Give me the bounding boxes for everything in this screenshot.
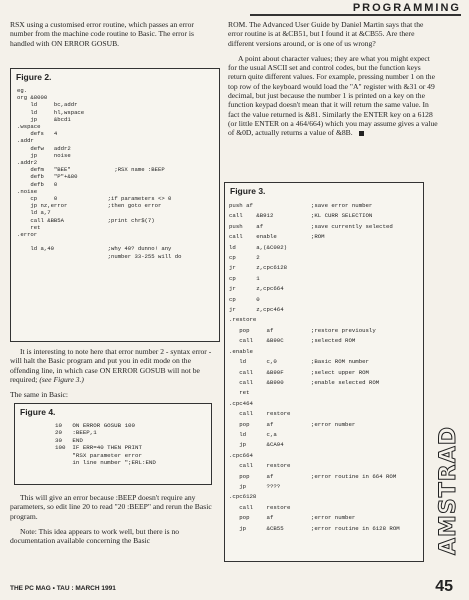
- figure-3-code-line: ld c,0 ;Basic ROM number: [229, 358, 369, 366]
- figure-4-code-line: 20 :BEEP,1: [55, 429, 97, 437]
- figure-3-code-line: .restore: [229, 316, 257, 324]
- amstrad-label: AMSTRAD: [435, 425, 461, 555]
- right-paragraph-1: ROM. The Advanced User Guide by Daniel Martin says that the error routine is at &CB51, but I found it at &CB55. Are there different versions around, or is one of us wrong?: [228, 20, 424, 48]
- figure-3-code-line: push af ;save error number: [229, 202, 373, 209]
- figure-4-code-line: 30 END: [55, 436, 83, 444]
- left-paragraph-2-text: It is interesting to note here that error number 2 - syntax error - will halt the Basic program and put you in edit mode on the offending line, in which case ON ERROR GOSUB will not be required;: [10, 347, 212, 384]
- figure-2-code-line: defb "P"+&80: [17, 173, 78, 181]
- figure-2-code-line: .addr2: [17, 159, 38, 167]
- figure-4-code-line: "RSX parameter error: [55, 451, 142, 459]
- figure-2-code-line: .noise: [17, 187, 38, 195]
- figure-4-code-line: 100 IF ERR=40 THEN PRINT: [55, 444, 142, 452]
- figure-2-code-line: defw addr2: [17, 144, 71, 152]
- figure-4-code-line: 10 ON ERROR GOSUB 100: [55, 422, 136, 429]
- footer-publication: THE PC MAG • TAU : MARCH 1991: [10, 585, 116, 592]
- figure-3-title: Figure 3.: [230, 186, 266, 196]
- left-paragraph-4: Note: This idea appears to work well, but there is no documentation available concerning the Basic: [10, 526, 180, 546]
- figure-2-code-line: jp nz,error ;then goto error: [17, 202, 162, 210]
- figure-3-code-line: .cpc464: [229, 399, 253, 407]
- figure-3-code-line: jr z,cpc464: [229, 306, 284, 314]
- figure-2-title: Figure 2.: [16, 72, 52, 82]
- figure-2-code-line: .error: [17, 231, 38, 239]
- figure-3-code-line: call restore: [229, 462, 291, 470]
- end-mark-icon: [359, 131, 364, 136]
- figure-3-code-line: push af ;save currently selected: [229, 222, 393, 230]
- figure-3-code-line: call &B900 ;enable selected ROM: [229, 378, 380, 386]
- figure-3-code-line: pop af ;restore previously: [229, 326, 376, 334]
- figure-3-code-line: call &B90F ;select upper ROM: [229, 368, 369, 376]
- figure-3-code-line: call &B912 ;KL CURR SELECTION: [229, 212, 373, 220]
- figure-3-reference: (see Figure 3.): [39, 374, 84, 384]
- left-column-bottom: [10, 493, 218, 551]
- figure-2-code-line: .wspace: [17, 123, 41, 131]
- right-paragraph-2: [228, 54, 438, 138]
- figure-2-code-line: ld a,40 ;why 40? dunno! any: [17, 245, 172, 253]
- figure-3-code-line: jp ????: [229, 482, 281, 490]
- figure-3-code-line: pop af ;error routine in 664 ROM: [229, 472, 397, 480]
- figure-4-title: Figure 4.: [20, 407, 56, 417]
- figure-2-code-line: call &BB5A ;print chr$(7): [17, 216, 155, 224]
- page-number: 45: [435, 578, 453, 595]
- figure-2-code-line: org &8000: [17, 94, 48, 102]
- left-column: [10, 20, 218, 54]
- figure-2-code-line: defs 4: [17, 130, 58, 138]
- figure-3-code: [229, 201, 423, 534]
- figure-4-code-line: in line number ";ERL:END: [55, 459, 156, 467]
- figure-2-box: [10, 68, 220, 342]
- figure-3-code-line: jp &CB55 ;error routine in 6128 ROM: [229, 524, 400, 532]
- figure-2-code-line: [17, 238, 219, 245]
- figure-2-code-line: defb 0: [17, 180, 58, 188]
- figure-3-code-line: .cpc6128: [229, 493, 257, 501]
- figure-3-code-line: pop af ;error number: [229, 514, 356, 522]
- left-paragraph-2: [10, 347, 218, 384]
- figure-2-code-line: ;number 33-255 will do: [17, 252, 182, 260]
- figure-3-code-line: cp 0: [229, 295, 260, 303]
- figure-2-code-line: jp noise: [17, 151, 71, 159]
- figure-3-code-line: jp &CA94: [229, 441, 284, 449]
- figure-3-code-line: .enable: [229, 347, 253, 355]
- figure-2-code-line: ld bc,addr: [17, 101, 78, 109]
- left-intro-paragraph: RSX using a customised error routine, which passes an error number from the machine code routine to Basic. The error is handled with ON ERROR GOSUB.: [10, 20, 194, 48]
- figure-2-code-line: ld a,7: [17, 209, 51, 217]
- figure-4-box: [14, 403, 212, 485]
- figure-3-code-line: ld c,a: [229, 430, 277, 438]
- figure-3-code-line: pop af ;error number: [229, 420, 356, 428]
- figure-2-code-line: ld hl,wspace: [17, 108, 85, 116]
- figure-2-code-line: cp 0 ;if parameters <> 0: [17, 195, 172, 203]
- same-in-basic-label: The same in Basic:: [10, 390, 68, 400]
- figure-2-code-line: ret: [17, 223, 41, 231]
- left-paragraph-3: This will give an error because :BEEP doesn't require any parameters, so edit line 20 to read "20 :BEEP" and rerun the Basic program.: [10, 493, 212, 521]
- figure-3-code-line: .cpc664: [229, 451, 253, 459]
- figure-3-code-line: cp 1: [229, 274, 260, 282]
- figure-2-code-line: eg.: [17, 87, 28, 94]
- header-rule: [250, 14, 461, 16]
- right-paragraph-2-text: A point about character values; they are what you might expect for the usual ASCII set and control codes, but the function keys return quite different values. For example, pressing number 1 on the top row of the keyboard would load the "A" register with &31 or 49 decimal, but just because the number 1 is printed on a key on the function keypad doesn't mean that it will return the same value. In fact the value returned is &81. Similarly the ENTER key on a 6128 (or little ENTER on a 464/664) which you may assume gives a value of &0D, actually returns a value of &8B.: [228, 53, 438, 138]
- right-column: [228, 20, 438, 144]
- figure-3-code-line: call restore: [229, 410, 291, 418]
- amstrad-sidebar: [431, 420, 465, 560]
- figure-3-code-line: call &B90C ;selected ROM: [229, 337, 356, 345]
- figure-3-code-line: ret: [229, 389, 250, 397]
- figure-4-code: [55, 422, 211, 466]
- figure-3-box: [224, 182, 424, 562]
- figure-2-code-line: .addr: [17, 137, 34, 145]
- figure-3-code-line: jr z,cpc6128: [229, 264, 288, 272]
- figure-2-code: [17, 87, 219, 260]
- figure-2-code-line: jp &bcd1: [17, 115, 71, 123]
- figure-3-code-line: call enable ;ROM: [229, 233, 325, 241]
- figure-3-code-line: cp 2: [229, 254, 260, 262]
- figure-3-code-line: call restore: [229, 503, 291, 511]
- figure-3-code-line: jr z,cpc664: [229, 285, 284, 293]
- figure-2-code-line: defm "BEE" ;RSX name :BEEP: [17, 166, 165, 174]
- figure-3-code-line: ld a,(&C002): [229, 243, 288, 251]
- section-header: PROGRAMMING: [352, 2, 461, 14]
- left-column-lower: [10, 347, 218, 405]
